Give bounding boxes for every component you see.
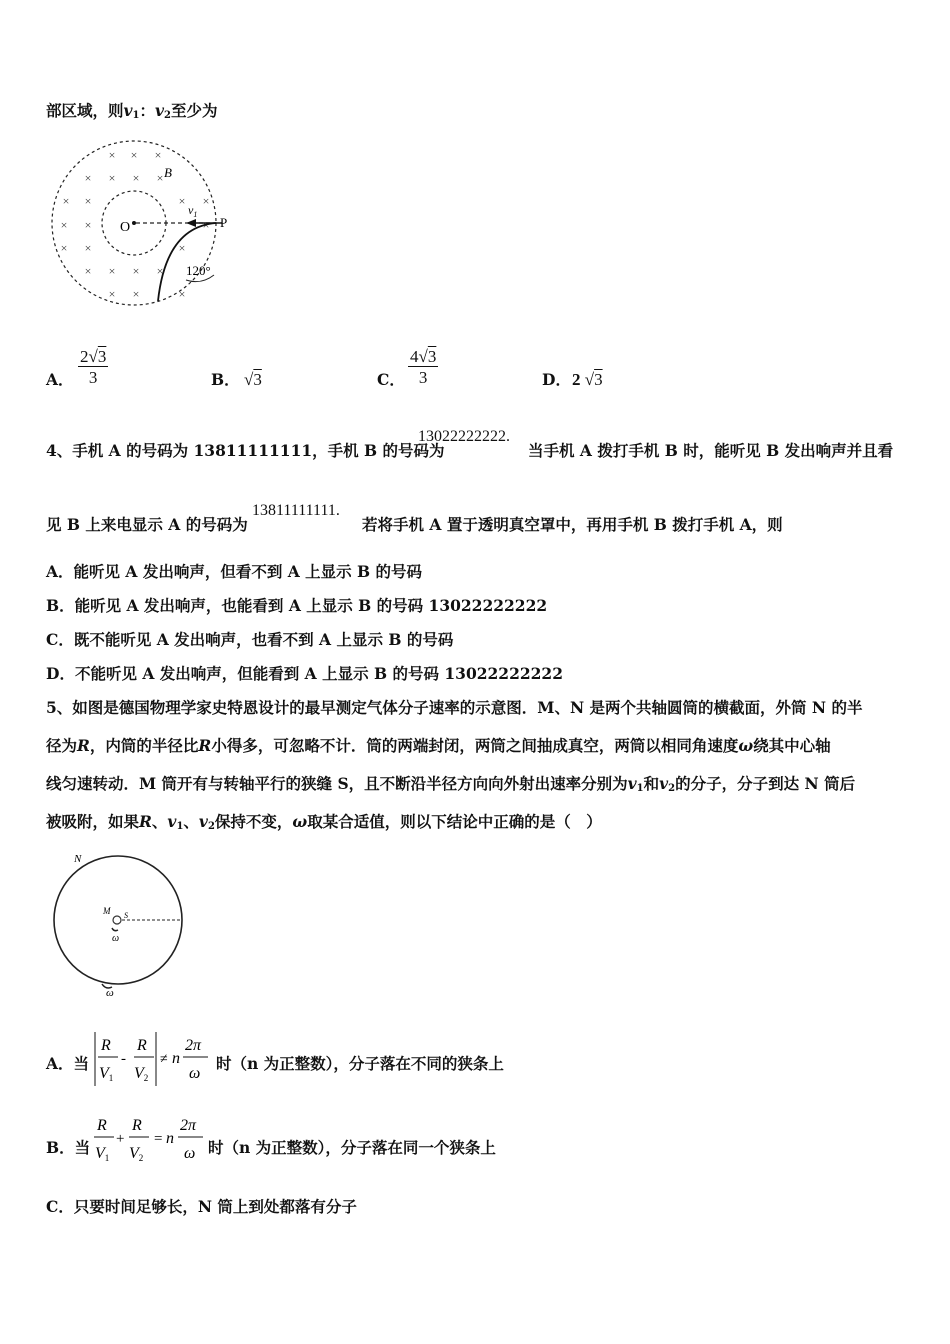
q5-l2b: ，内筒的半径比 <box>89 736 199 755</box>
q5-option-b-formula <box>92 1112 212 1170</box>
q5-v2b: v <box>198 812 208 831</box>
q4-number-a: 13811111111. <box>252 502 340 519</box>
q3-sep: ： <box>139 101 156 120</box>
q5-a-minus: - <box>121 1051 126 1067</box>
svg-text:×: × <box>178 287 186 301</box>
q5-line1: 5、如图是德国物理学家史特恩设计的最早测定气体分子速率的示意图．M、N 是两个共轴圆筒的横截面，外筒 N 的半 <box>46 698 863 717</box>
svg-text:×: × <box>156 171 164 185</box>
q4-number-b: 13022222222. <box>418 428 510 445</box>
svg-text:×: × <box>154 148 162 162</box>
q3-v2-sub: 2 <box>164 110 171 121</box>
q5-v2: v <box>659 774 669 793</box>
q4-line1-a: 4、手机 A 的号码为 13811111111，手机 B 的号码为 <box>46 441 445 460</box>
q3-option-a-letter[interactable]: A． <box>46 370 74 389</box>
svg-text:×: × <box>108 148 116 162</box>
svg-text:×: × <box>108 171 116 185</box>
q3-b-radicand: 3 <box>253 370 262 389</box>
q5-a-n: n <box>172 1050 180 1067</box>
q5-a-R1: R <box>101 1037 111 1054</box>
q5-b-R1: R <box>97 1117 107 1134</box>
q3-option-d-value: 2 √3 <box>572 370 603 389</box>
q5-option-c[interactable]: C．只要时间足够长，N 筒上到处都落有分子 <box>46 1197 357 1216</box>
svg-text:×: × <box>60 218 68 232</box>
q3-magnetic-field-figure <box>46 135 246 315</box>
q5-b-omega: ω <box>184 1145 196 1162</box>
q3-c-radicand: 3 <box>427 347 437 366</box>
q5-line4 <box>46 812 602 837</box>
q5-b-V2: V2 <box>129 1145 144 1163</box>
q4-line2-a: 见 B 上来电显示 A 的号码为 <box>46 515 248 534</box>
svg-text:×: × <box>84 264 92 278</box>
q5-option-b-letter[interactable]: B．当 <box>46 1138 91 1157</box>
q4-line1-b: 当手机 A 拨打手机 B 时，能听见 B 发出响声并且看 <box>528 441 894 460</box>
svg-text:×: × <box>202 194 210 208</box>
q3-label-v: $v_1$ <box>188 203 198 219</box>
q3-v1: v <box>123 101 133 120</box>
q3-c-coef: 4 <box>410 347 419 366</box>
svg-text:×: × <box>130 148 138 162</box>
q5-a-V1: V1 <box>99 1065 114 1083</box>
q5-l2c: 小得多，可忽略不计．筒的两端封闭，两筒之间抽成真空，两筒以相同角速度 <box>211 736 739 755</box>
svg-text:×: × <box>132 264 140 278</box>
q3-option-b-letter[interactable]: B． <box>211 370 240 389</box>
q5-omega: ω <box>738 736 754 755</box>
svg-text:×: × <box>62 194 70 208</box>
q5-v2-sub: 2 <box>668 783 676 794</box>
q3-end: 至少为 <box>171 101 218 120</box>
q5-l3a: 线匀速转动．M 筒开有与转轴平行的狭缝 S，且不断沿半径方向向外射出速率分别为 <box>46 774 628 793</box>
q5-l2a: 径为 <box>46 736 78 755</box>
q3-option-c-value: $\frac{4√3}{3}$ <box>410 347 437 387</box>
q5-l2d: 绕其中心轴 <box>753 736 831 755</box>
q5-outer-omega: ω <box>106 987 114 999</box>
q5-b-V1: V1 <box>95 1145 110 1163</box>
q3-d-coef: 2 <box>572 370 581 389</box>
q5-b-plus: + <box>116 1131 125 1147</box>
q3-a-radicand: 3 <box>97 347 107 366</box>
q5-l4b: 保持不变， <box>214 812 293 831</box>
q5-cylinder-figure <box>50 848 200 1003</box>
q5-b-eq: = <box>154 1131 163 1147</box>
q3-tail-text: 部区域，则 <box>46 101 124 120</box>
q5-line3 <box>46 774 855 799</box>
svg-text:×: × <box>156 264 164 278</box>
q5-option-a-formula <box>92 1030 212 1092</box>
q5-R: R <box>77 736 90 755</box>
q4-line2-b: 若将手机 A 置于透明真空罩中，再用手机 B 拨打手机 A，则 <box>362 515 783 534</box>
q5-R3: R <box>139 812 152 831</box>
q5-label-N: N <box>74 853 82 865</box>
q3-label-B: B <box>164 165 172 180</box>
q3-a-den: 3 <box>88 368 98 387</box>
q3-v1-sub: 1 <box>132 110 140 121</box>
q5-label-S: S <box>124 911 128 920</box>
q5-v1b: v <box>167 812 177 831</box>
q4-option-c[interactable]: C．既不能听见 A 发出响声，也看不到 A 上显示 B 的号码 <box>46 630 454 649</box>
q5-b-n: n <box>166 1130 174 1147</box>
q3-v2: v <box>155 101 165 120</box>
q5-line2 <box>46 736 831 756</box>
q3-option-c-letter[interactable]: C． <box>377 370 405 389</box>
q3-question-tail <box>46 101 218 126</box>
q5-b-R2: R <box>132 1117 142 1134</box>
q5-omega2: ω <box>292 812 308 831</box>
q3-option-b-value: √3 <box>244 370 262 389</box>
q5-a-V2: V2 <box>134 1065 149 1083</box>
q5-a-R2: R <box>137 1037 147 1054</box>
q3-label-O: O <box>120 220 131 235</box>
q3-angle-label: 120° <box>186 263 211 278</box>
q5-option-b-tail: 时（n 为正整数），分子落在同一个狭条上 <box>208 1138 496 1157</box>
svg-text:×: × <box>84 171 92 185</box>
q4-option-d[interactable]: D．不能听见 A 发出响声，但能看到 A 上显示 B 的号码 13022222222 <box>46 664 564 683</box>
q3-label-P: P <box>220 215 228 230</box>
svg-text:×: × <box>108 287 116 301</box>
q3-d-radicand: 3 <box>594 370 603 389</box>
q4-option-a[interactable]: A．能听见 A 发出响声，但看不到 A 上显示 B 的号码 <box>46 562 423 581</box>
q5-a-omega: ω <box>189 1065 201 1082</box>
q5-v1b-sub: 1 <box>176 821 184 832</box>
svg-text:×: × <box>202 218 210 232</box>
svg-text:×: × <box>132 171 140 185</box>
svg-text:×: × <box>60 241 68 255</box>
q5-l3c: 的分子，分子到达 N 筒后 <box>675 774 856 793</box>
q5-l3b: 和 <box>643 774 660 793</box>
q5-l4c: 取某合适值，则以下结论中正确的是（ ） <box>307 812 602 831</box>
q5-a-2pi: 2π <box>185 1037 202 1054</box>
q5-inner-omega: ω <box>112 933 120 944</box>
svg-text:×: × <box>108 264 116 278</box>
q3-a-coef: 2 <box>80 347 89 366</box>
q3-option-d-letter[interactable]: D． <box>542 370 571 389</box>
svg-text:×: × <box>84 194 92 208</box>
svg-text:×: × <box>84 218 92 232</box>
q5-sep2: 、 <box>183 812 199 831</box>
q5-label-M: M <box>103 906 111 916</box>
q5-b-2pi: 2π <box>180 1117 197 1134</box>
q5-option-a-letter[interactable]: A．当 <box>46 1054 90 1073</box>
q5-l4a: 被吸附，如果 <box>46 812 140 831</box>
q5-option-a-tail: 时（n 为正整数），分子落在不同的狭条上 <box>216 1054 504 1073</box>
svg-text:×: × <box>178 241 186 255</box>
q5-a-neq: ≠ <box>160 1052 168 1067</box>
q4-option-b[interactable]: B．能听见 A 发出响声，也能看到 A 上显示 B 的号码 13022222222 <box>46 596 548 615</box>
q5-sep1: 、 <box>151 812 168 831</box>
svg-text:×: × <box>178 194 186 208</box>
q3-c-den: 3 <box>418 368 428 387</box>
svg-text:×: × <box>132 287 140 301</box>
q5-R2: R <box>198 736 212 755</box>
q5-v2b-sub: 2 <box>207 821 215 832</box>
q3-option-a-value: $\frac{2√3}{3}$ <box>80 347 107 387</box>
svg-text:×: × <box>84 241 92 255</box>
q5-v1: v <box>627 774 637 793</box>
q5-v1-sub: 1 <box>636 783 644 794</box>
